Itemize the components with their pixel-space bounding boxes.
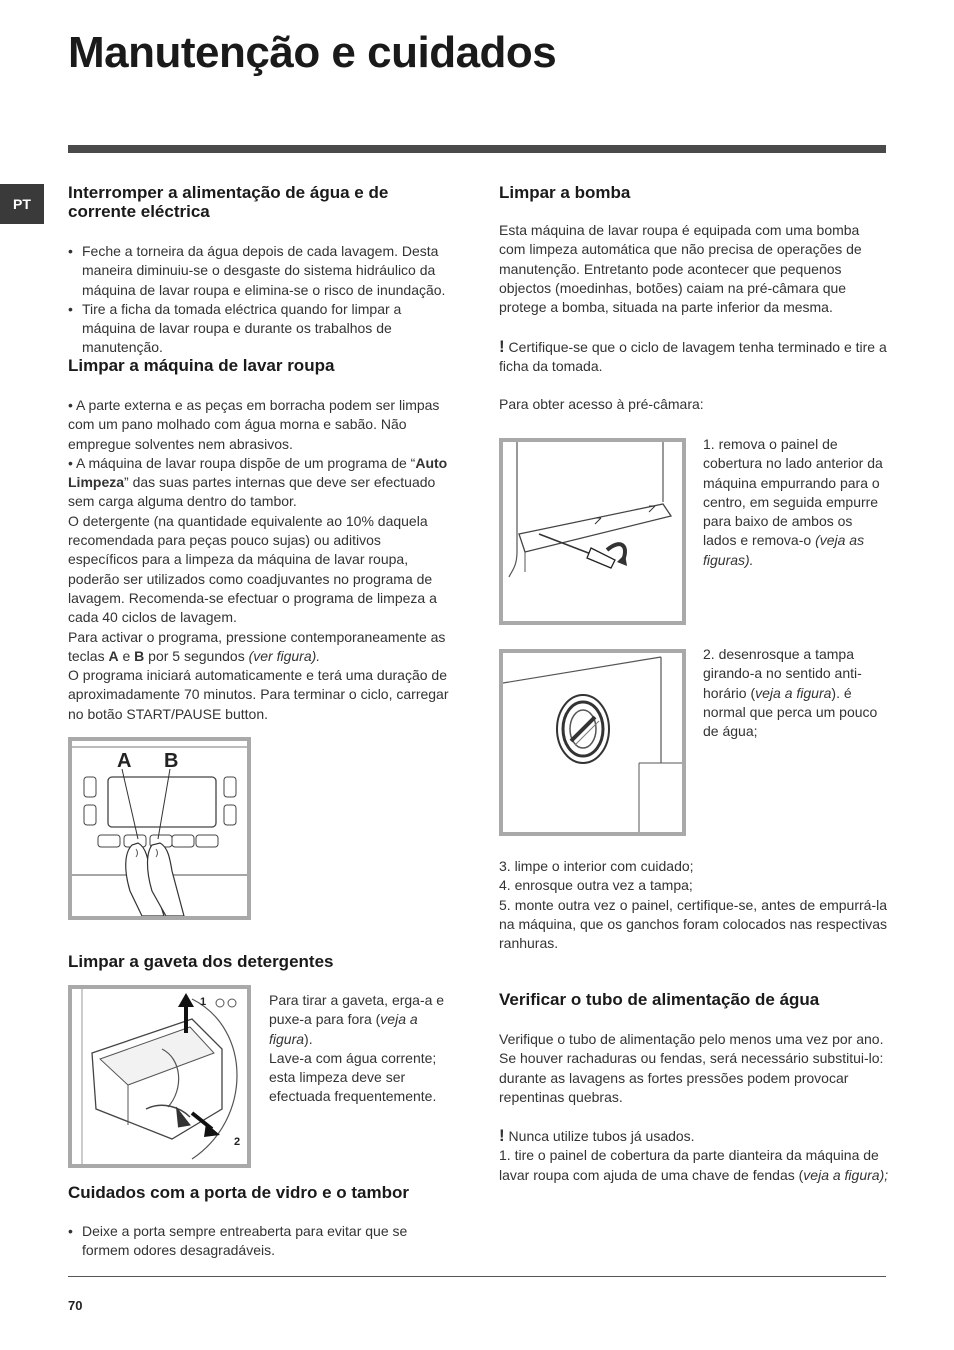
warning-icon: ! — [499, 1126, 505, 1145]
pump-step-1: 1. remova o painel de cobertura no lado anterior da máquina empurrando para o centro, em seguida empurre para baixo de ambos os lados e remova-o (veja as figuras). — [703, 436, 883, 568]
heading-water-power: Interromper a alimentação de água e de corrente eléctrica — [68, 183, 389, 221]
panel-removal-illustration — [503, 442, 682, 621]
drawer-wash-text: Lave-a com água corrente; esta limpeza deve ser efectuada frequentemente. — [269, 1049, 437, 1105]
list-item: • Tire a ficha da tomada eléctrica quando for limpar a máquina de lavar roupa e durante os trabalhos de manutenção. — [68, 300, 452, 358]
hose-warning: ! Nunca utilize tubos já usados. — [499, 1126, 695, 1145]
figure-control-panel — [68, 737, 251, 920]
label-a: A — [117, 750, 132, 772]
pump-step-4: 4. enrosque outra vez a tampa; — [499, 877, 693, 894]
pump-steps-3-5 — [499, 857, 887, 953]
heading-detergent-drawer: Limpar a gaveta dos detergentes — [68, 952, 334, 971]
hose-step-1: 1. tire o painel de cobertura da parte dianteira da máquina de lavar roupa com ajuda de uma chave de fendas (veja a figura); — [499, 1147, 889, 1183]
detergent-paragraph: O detergente (na quantidade equivalente ao 10% daquela recomendada para peças pouco sujas) ou aditivos específicos para a limpeza da máquina de lavar roupa, poderão ser utilizados como coadjuvantes no programa de lavagem. Recomenda-se efectuar o programa de limpeza a cada 40 ciclos de lavagem. — [68, 512, 437, 626]
list-glass-door — [68, 1222, 452, 1261]
pump-warning: ! Certifique-se que o ciclo de lavagem tenha terminado e tire a ficha da tomada. — [499, 337, 887, 375]
figure-detergent-drawer — [68, 985, 251, 1168]
figure-pump-cap — [499, 649, 686, 836]
list-item: • Feche a torneira da água depois de cada lavagem. Desta maneira diminuiu-se o desgaste do sistema hidráulico da máquina de lavar roupa e elimina-se o risco de inundação. — [68, 242, 452, 300]
duration-paragraph: O programa iniciará automaticamente e terá uma duração de aproximadamente 70 minutos. Para terminar o ciclo, carregar no botão START/PAUSE button. — [68, 667, 449, 722]
warning-icon: ! — [499, 337, 505, 356]
key-b-label: B — [134, 647, 145, 664]
page-title: Manutenção e cuidados — [68, 28, 557, 77]
language-tab: PT — [0, 184, 44, 224]
activate-paragraph: Para activar o programa, pressione contemporaneamente as teclas A e B por 5 segundos (ver figura). — [68, 628, 446, 664]
heading-water-hose: Verificar o tubo de alimentação de água — [499, 990, 820, 1009]
pump-access: Para obter acesso à pré-câmara: — [499, 396, 704, 412]
auto-clean-label: Auto Limpeza — [68, 454, 448, 491]
drawer-text — [269, 991, 455, 1107]
pump-cap-illustration — [503, 653, 682, 832]
list-water-power — [68, 242, 452, 358]
clean-machine-text — [68, 396, 454, 724]
header-rule — [68, 145, 886, 153]
hose-warning-block — [499, 1126, 889, 1185]
pump-step-5: 5. monte outra vez o painel, certifique-se, antes de empurrá-la na máquina, que os ganchos foram colocados nas respectivas ranhuras. — [499, 896, 887, 952]
clean-bullet-2: • A máquina de lavar roupa dispõe de um programa de “Auto Limpeza” das suas partes internas que deve ser efectuado sem carga alguma dentro do tambor. — [68, 454, 448, 510]
heading-clean-machine: Limpar a máquina de lavar roupa — [68, 356, 335, 375]
page-number: 70 — [68, 1298, 83, 1313]
list-item: • Deixe a porta sempre entreaberta para evitar que se formem odores desagradáveis. — [68, 1222, 452, 1261]
arrow-label-1: 1 — [200, 996, 207, 1008]
heading-glass-door: Cuidados com a porta de vidro e o tambor — [68, 1183, 409, 1202]
hose-intro: Verifique o tubo de alimentação pelo menos uma vez por ano. Se houver rachaduras ou fendas, será necessário substitui-lo: durante as lavagens as fortes pressões podem provocar repentinas quebras. — [499, 1031, 884, 1105]
drawer-illustration — [72, 989, 247, 1164]
arrow-label-2: 2 — [234, 1136, 241, 1148]
clean-bullet-1: • A parte externa e as peças em borracha podem ser limpas com um pano molhado com água morna e sabão. Não empregue solventes nem abrasivos. — [68, 397, 440, 452]
figure-panel-removal — [499, 438, 686, 625]
drawer-remove-text: Para tirar a gaveta, erga-a e puxe-a para fora (veja a figura). — [269, 992, 445, 1047]
heading-clean-pump: Limpar a bomba — [499, 183, 631, 202]
pump-step-3: 3. limpe o interior com cuidado; — [499, 858, 694, 874]
key-a-label: A — [108, 647, 119, 664]
pump-step-2: 2. desenrosque a tampa girando-a no sentido anti-horário (veja a figura). é normal que perca um pouco de água; — [703, 646, 878, 740]
pump-intro: Esta máquina de lavar roupa é equipada com uma bomba com limpeza automática que não precisa de operações de manutenção. Entretanto pode acontecer que pequenos objectos (moedinhas, botões) caiam na pré-câmara que protege a bomba, situada na parte inferior da mesma. — [499, 222, 862, 316]
label-b: B — [164, 750, 179, 772]
footer-rule — [68, 1276, 886, 1277]
control-panel-illustration — [72, 741, 247, 916]
